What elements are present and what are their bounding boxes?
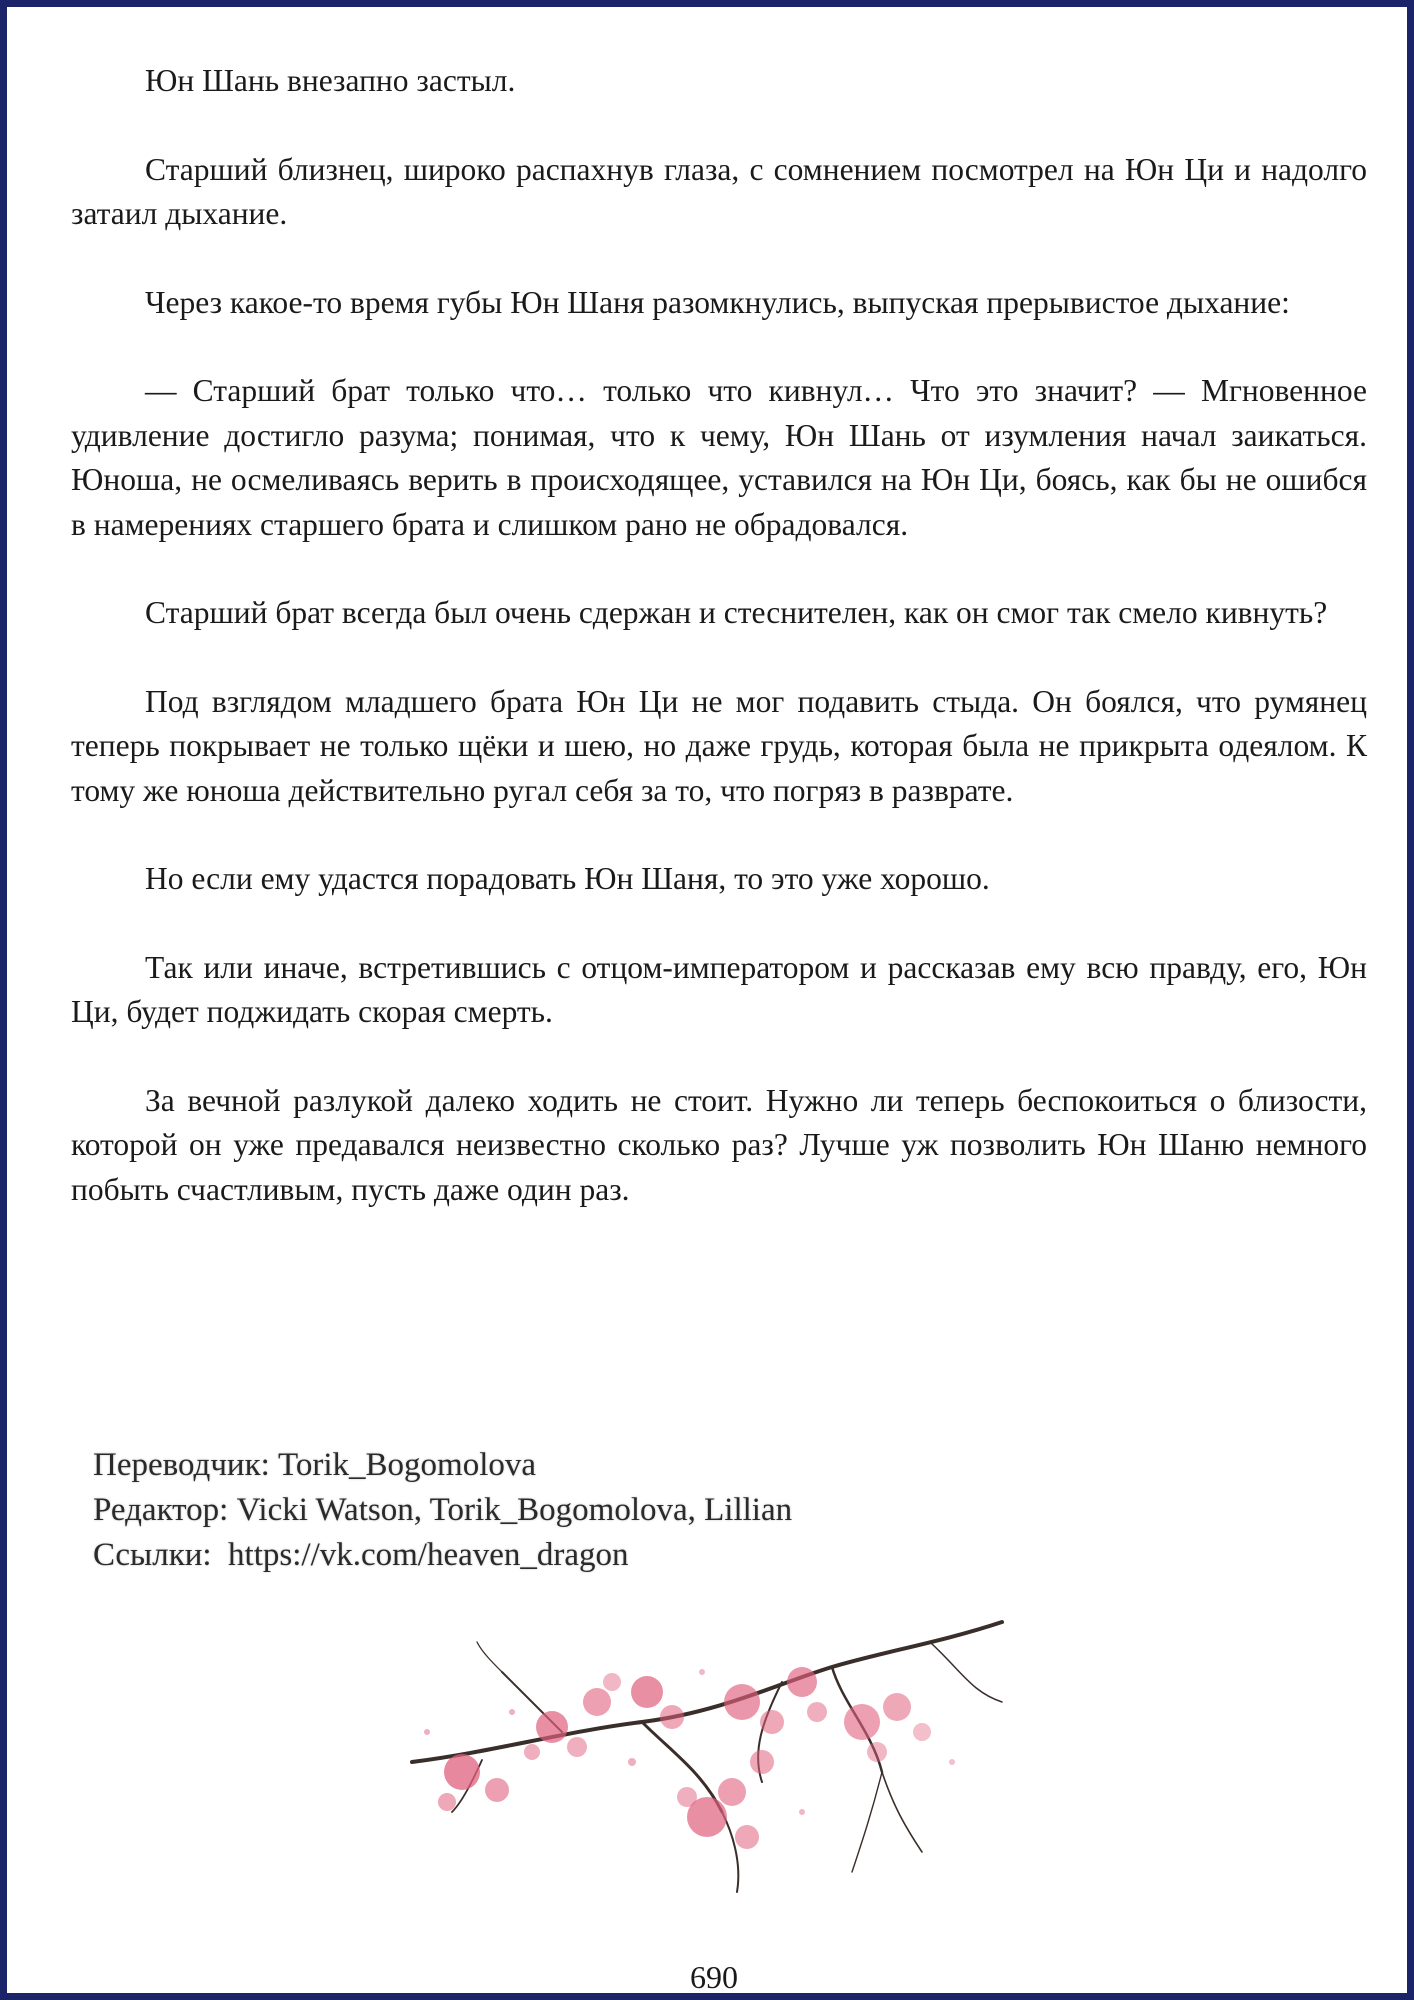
page-number: 690 (690, 1959, 738, 1995)
translator-credit: Переводчик: Torik_Bogomolova (93, 1447, 537, 1483)
cherry-blossom-illustration (402, 1612, 1022, 1932)
paragraph: За вечной разлукой далеко ходить не стоит. Нужно ли теперь беспокоиться о близости, которой он уже предавался неизвестно сколько раз? Лучше уж позволить Юн Шаню немного побыть счастливым, пусть даже один раз. (71, 1082, 1367, 1207)
blossoms (424, 1667, 955, 1849)
paragraph: — Старший брат только что… только что кивнул… Что это значит? — Мгновенное удивление достигло разума; понимая, что к чему, Юн Шань от изумления начал заикаться. Юноша, не осмеливаясь верить в происходящее, уставился на Юн Ци, боясь, как бы не ошибся в намерениях старшего брата и слишком рано не обрадовался. (71, 373, 1367, 542)
branch (412, 1622, 1002, 1892)
paragraph: Так или иначе, встретившись с отцом-императором и рассказав ему всю правду, его, Юн Ци, будет поджидать скорая смерть. (71, 949, 1367, 1029)
text-body (71, 59, 1367, 1256)
paragraph: Старший брат всегда был очень сдержан и стеснителен, как он смог так смело кивнуть? (145, 595, 1328, 630)
paragraph: Юн Шань внезапно застыл. (145, 63, 516, 98)
paragraph: Но если ему удастся порадовать Юн Шаня, то это уже хорошо. (145, 861, 990, 896)
credits (93, 1443, 1293, 1578)
editor-credit: Редактор: Vicki Watson, Torik_Bogomolova, Lillian (93, 1492, 793, 1528)
links-credit[interactable]: Ссылки: https://vk.com/heaven_dragon (93, 1537, 629, 1573)
paragraph: Через какое-то время губы Юн Шаня разомкнулись, выпуская прерывистое дыхание: (145, 284, 1290, 320)
paragraph: Старший близнец, широко распахнув глаза, с сомнением посмотрел на Юн Ци и надолго затаил дыхание. (71, 151, 1367, 231)
paragraph: Под взглядом младшего брата Юн Ци не мог подавить стыда. Он боялся, что румянец теперь покрывает не только щёки и шею, но даже грудь, которая была не прикрыта одеялом. К тому же юноша действительно ругал себя за то, что погряз в разврате. (71, 683, 1367, 808)
